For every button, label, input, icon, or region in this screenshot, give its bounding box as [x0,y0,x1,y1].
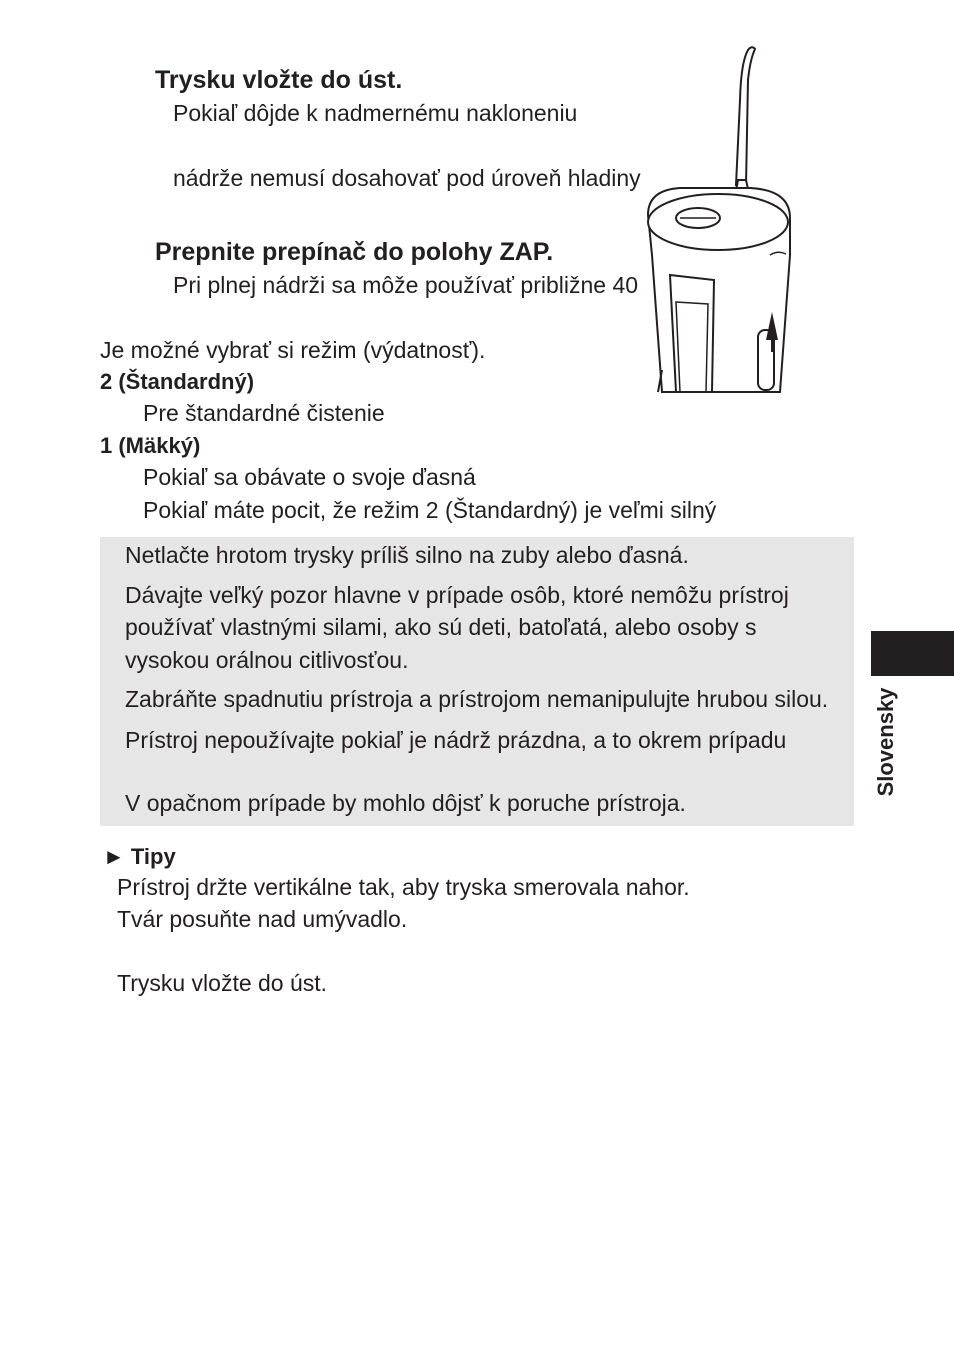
mode-2-desc: Pre štandardné čistenie [143,400,385,426]
mode-1-desc-2: Pokiaľ máte pocit, že režim 2 (Štandardný) je veľmi silný [143,497,717,523]
step-switch-title: Prepnite prepínač do polohy ZAP. [155,238,554,266]
caution-line-1: Netlačte hrotom trysky príliš silno na zuby alebo ďasná. [125,542,689,568]
tips-line-1: Prístroj držte vertikálne tak, aby tryska smerovala nahor. [117,874,690,900]
step-insert-text-2: nádrže nemusí dosahovať pod úroveň hladiny [173,165,641,191]
caution-line-4: Prístroj nepoužívajte pokiaľ je nádrž prázdna, a to okrem prípadu [125,727,787,753]
language-tab-marker [871,631,954,676]
caution-line-3: Zabráňte spadnutiu prístroja a prístrojom nemanipulujte hrubou silou. [125,686,829,712]
mode-intro: Je možné vybrať si režim (výdatnosť). [100,337,486,363]
nozzle-tip [736,47,755,185]
caution-line-2a: Dávajte veľký pozor hlavne v prípade osôb, ktoré nemôžu prístroj [125,582,789,608]
language-tab-label: Slovensky [873,687,898,797]
oral-irrigator-illustration [640,40,800,400]
tips-line-2: Tvár posuňte nad umývadlo. [117,906,408,932]
step-switch-text-1: Pri plnej nádrži sa môže používať približne 40 [173,272,639,298]
caution-line-5: V opačnom prípade by mohlo dôjsť k poruche prístroja. [125,790,686,816]
caution-line-2b: používať vlastnými silami, ako sú deti, batoľatá, alebo osoby s [125,614,757,640]
step-insert-text-1: Pokiaľ dôjde k nadmernému nakloneniu [173,100,578,126]
mode-2-title: 2 (Štandardný) [100,369,255,394]
tips-heading: ► Tipy [103,844,176,869]
caution-box [100,537,854,826]
tips-line-3: Trysku vložte do úst. [117,970,328,996]
mode-1-title: 1 (Mäkký) [100,433,201,458]
caution-line-2c: vysokou orálnou citlivosťou. [125,647,409,673]
step-insert-title: Trysku vložte do úst. [155,66,403,94]
mode-1-desc-1: Pokiaľ sa obávate o svoje ďasná [143,464,476,490]
